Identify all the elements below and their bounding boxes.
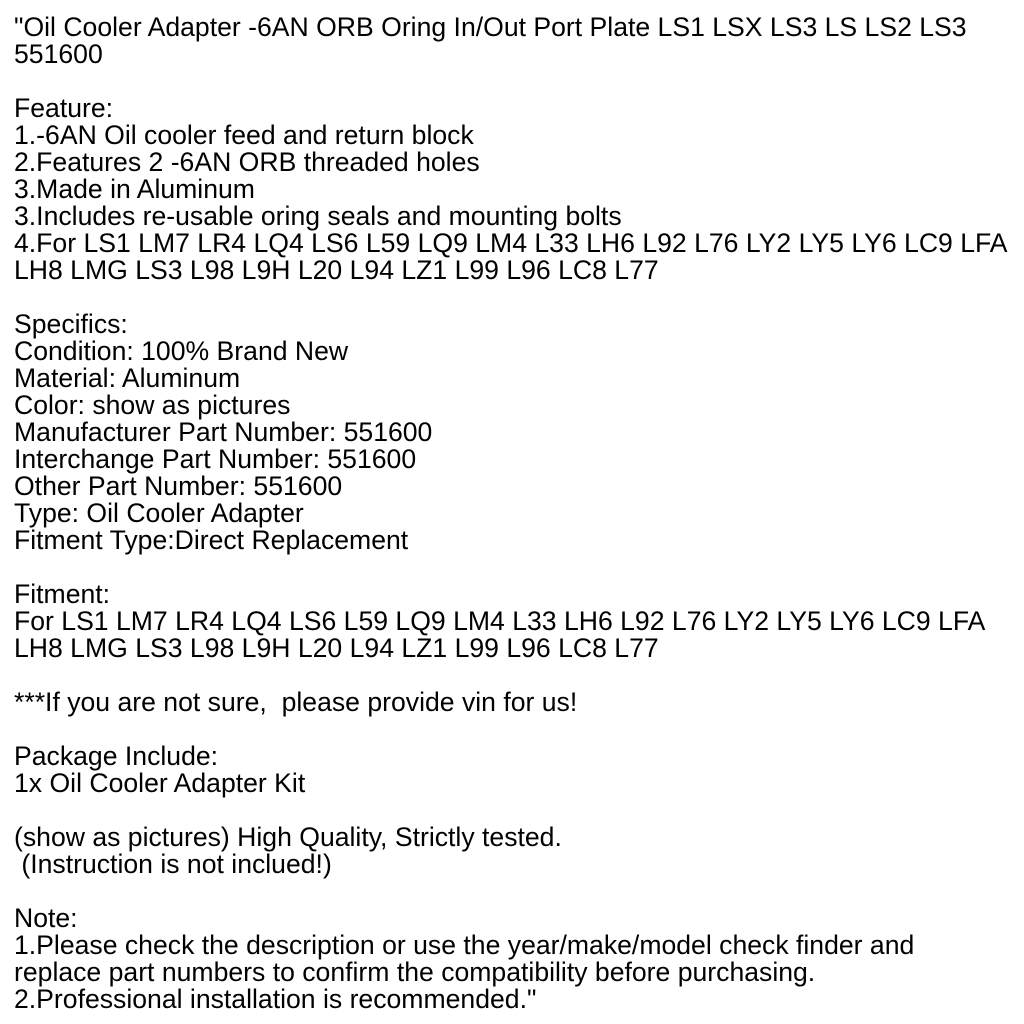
spec-color: Color: show as pictures (14, 390, 291, 420)
title-line-1: "Oil Cooler Adapter -6AN ORB Oring In/Out Port Plate LS1 LSX LS3 LS LS2 LS3 (14, 12, 967, 42)
quality-note-line-1: (show as pictures) High Quality, Strictly tested. (14, 822, 562, 852)
feature-heading: Feature: (14, 93, 114, 123)
product-description-document (14, 14, 1024, 1013)
vin-warning: ***If you are not sure, please provide vin for us! (14, 687, 578, 717)
spec-material: Material: Aluminum (14, 363, 241, 393)
feature-item-1: 1.-6AN Oil cooler feed and return block (14, 120, 474, 150)
blank-line (14, 797, 1024, 824)
blank-line (14, 68, 1024, 95)
blank-line (14, 554, 1024, 581)
spec-other-part-number: Other Part Number: 551600 (14, 471, 343, 501)
spec-fitment-type: Fitment Type:Direct Replacement (14, 525, 409, 555)
blank-line (14, 716, 1024, 743)
feature-item-4: 3.Includes re-usable oring seals and mounting bolts (14, 201, 622, 231)
fitment-heading: Fitment: (14, 579, 111, 609)
note-item-1-line-1: 1.Please check the description or use the year/make/model check finder and (14, 930, 915, 960)
package-item: 1x Oil Cooler Adapter Kit (14, 768, 306, 798)
blank-line (14, 878, 1024, 905)
spec-type: Type: Oil Cooler Adapter (14, 498, 304, 528)
note-heading: Note: (14, 903, 78, 933)
blank-line (14, 284, 1024, 311)
spec-manufacturer-part-number: Manufacturer Part Number: 551600 (14, 417, 433, 447)
fitment-line-2: LH8 LMG LS3 L98 L9H L20 L94 LZ1 L99 L96 LC8 L77 (14, 633, 659, 663)
spec-interchange-part-number: Interchange Part Number: 551600 (14, 444, 417, 474)
feature-item-5-line-1: 4.For LS1 LM7 LR4 LQ4 LS6 L59 LQ9 LM4 L33 LH6 L92 L76 LY2 LY5 LY6 LC9 LFA (14, 228, 1008, 258)
title-part-number: 551600 (14, 39, 103, 69)
feature-item-3: 3.Made in Aluminum (14, 174, 255, 204)
fitment-line-1: For LS1 LM7 LR4 LQ4 LS6 L59 LQ9 LM4 L33 LH6 L92 L76 LY2 LY5 LY6 LC9 LFA (14, 606, 986, 636)
blank-line (14, 662, 1024, 689)
spec-condition: Condition: 100% Brand New (14, 336, 349, 366)
note-item-1-line-2: replace part numbers to confirm the compatibility before purchasing. (14, 957, 816, 987)
feature-item-2: 2.Features 2 -6AN ORB threaded holes (14, 147, 480, 177)
quality-note-line-2: (Instruction is not inclued!) (14, 849, 332, 879)
package-include-heading: Package Include: (14, 741, 219, 771)
specifics-heading: Specifics: (14, 309, 128, 339)
note-item-2: 2.Professional installation is recommended." (14, 984, 537, 1014)
feature-item-5-line-2: LH8 LMG LS3 L98 L9H L20 L94 LZ1 L99 L96 LC8 L77 (14, 255, 659, 285)
